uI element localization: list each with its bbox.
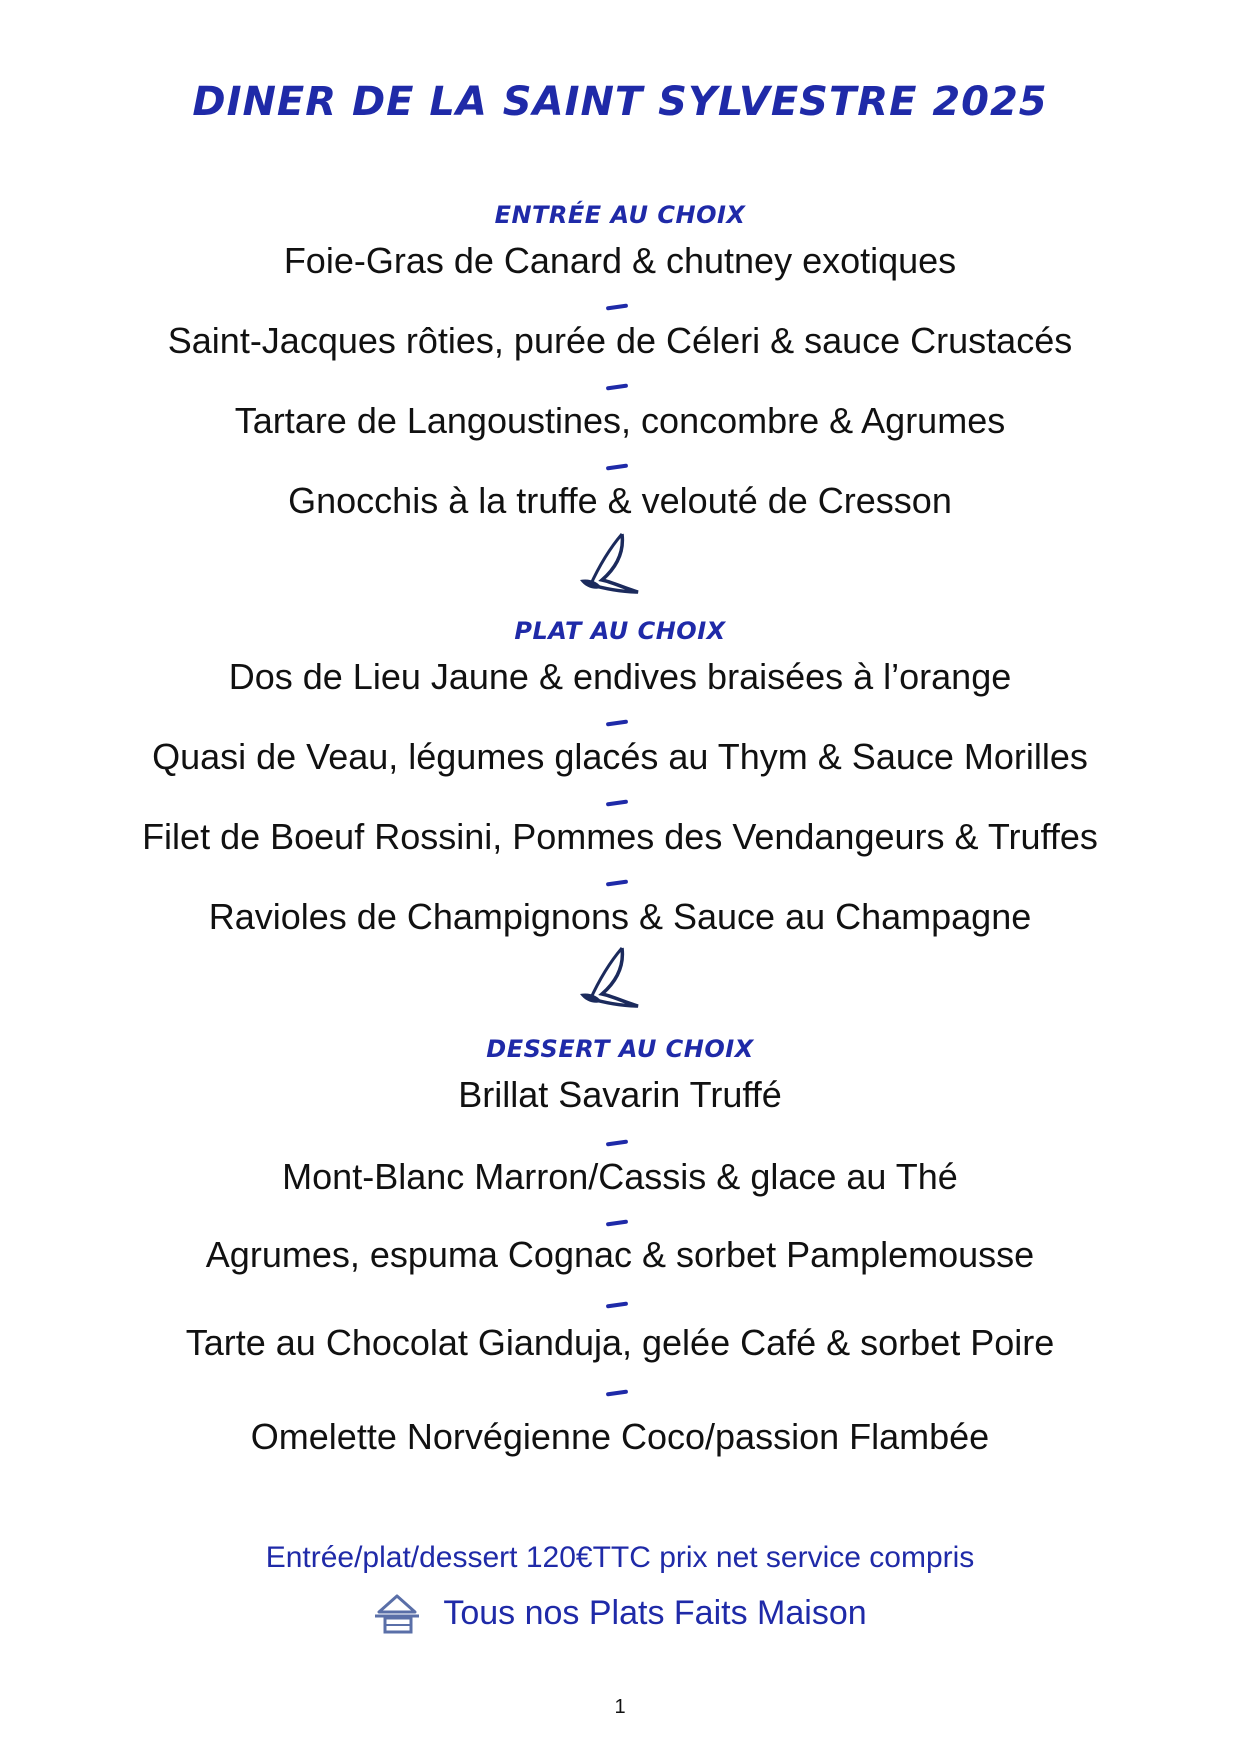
item-separator (606, 1219, 628, 1226)
menu-item: Agrumes, espuma Cognac & sorbet Pamplemousse (205, 1234, 1035, 1275)
item-separator (606, 303, 628, 310)
item-separator (606, 1139, 628, 1146)
menu-item: Brillat Savarin Truffé (458, 1074, 782, 1115)
menu-item: Tarte au Chocolat Gianduja, gelée Café & sorbet Poire (185, 1322, 1055, 1363)
house-icon (373, 1590, 421, 1636)
item-separator (606, 719, 628, 726)
item-separator (606, 1389, 628, 1396)
menu-title: DINER DE LA SAINT SYLVESTRE 2025 (192, 79, 1048, 125)
section-heading-dessert: DESSERT AU CHOIX (486, 1035, 754, 1063)
sail-emblem-icon (572, 530, 642, 600)
section-heading-plat: PLAT AU CHOIX (514, 617, 726, 645)
menu-item: Dos de Lieu Jaune & endives braisées à l’orange (228, 656, 1012, 697)
item-separator (606, 463, 628, 470)
section-heading-entree: ENTRÉE AU CHOIX (494, 201, 746, 229)
menu-item: Tartare de Langoustines, concombre & Agrumes (234, 400, 1006, 441)
menu-item: Filet de Boeuf Rossini, Pommes des Vendangeurs & Truffes (142, 816, 1098, 857)
item-separator (606, 799, 628, 806)
homemade-note (0, 1590, 1240, 1636)
homemade-label: Tous nos Plats Faits Maison (443, 1594, 867, 1632)
menu-item: Foie-Gras de Canard & chutney exotiques (283, 240, 957, 281)
menu-item: Quasi de Veau, légumes glacés au Thym & Sauce Morilles (152, 736, 1088, 777)
menu-item: Mont-Blanc Marron/Cassis & glace au Thé (282, 1156, 958, 1197)
price-note: Entrée/plat/dessert 120€TTC prix net service compris (265, 1541, 975, 1574)
item-separator (606, 1301, 628, 1308)
sail-emblem-icon (572, 944, 642, 1014)
page-number: 1 (614, 1696, 626, 1718)
menu-item: Saint-Jacques rôties, purée de Céleri & sauce Crustacés (167, 320, 1073, 361)
menu-item: Gnocchis à la truffe & velouté de Cresson (288, 480, 952, 521)
menu-item: Omelette Norvégienne Coco/passion Flambée (250, 1416, 990, 1457)
item-separator (606, 879, 628, 886)
item-separator (606, 383, 628, 390)
menu-item: Ravioles de Champignons & Sauce au Champagne (208, 896, 1032, 937)
